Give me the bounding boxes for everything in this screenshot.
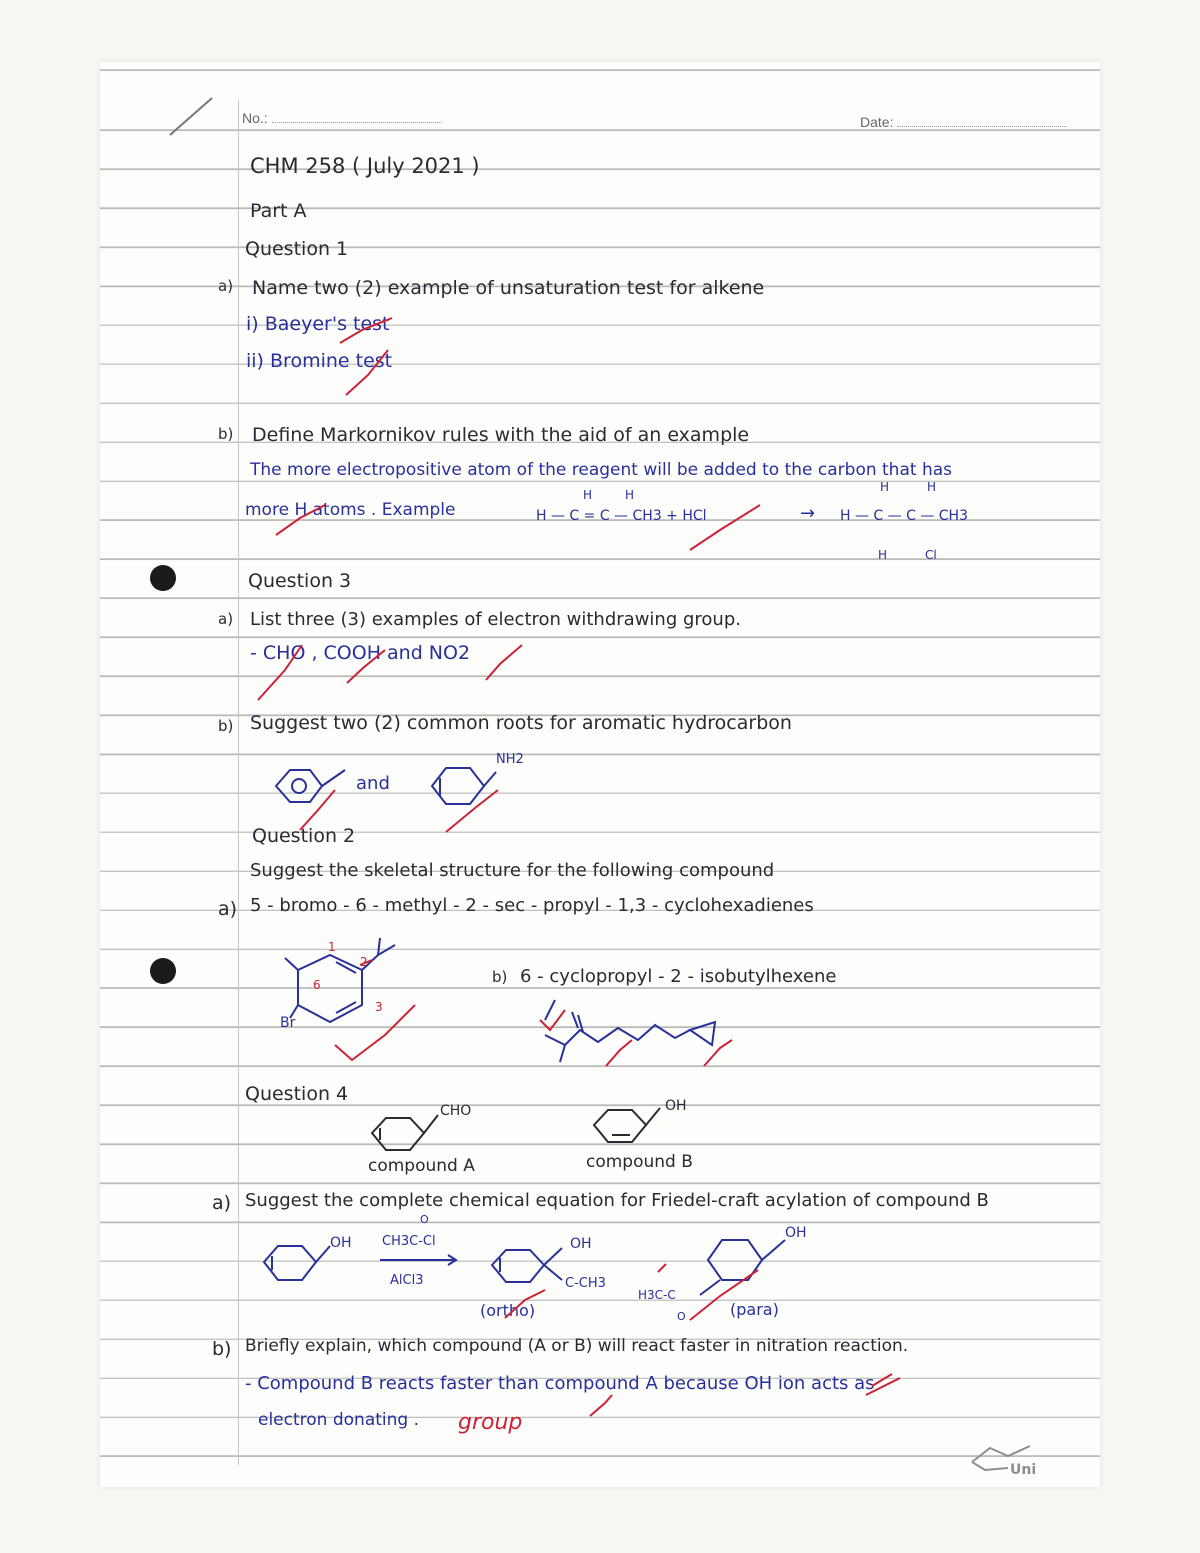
q4b-correction: group (458, 1410, 523, 1435)
pen-stroke-top (170, 98, 212, 135)
equation-h-top-3: H (880, 480, 890, 494)
q3-heading: Question 3 (248, 570, 352, 592)
equation-left: H — C = C — CH3 + HCl (536, 508, 707, 524)
q1a-answer-1: i) Baeyer's test (246, 313, 390, 335)
q2b-question: 6 - cyclopropyl - 2 - isobutylhexene (520, 966, 837, 987)
q4a-check-marks (505, 1264, 758, 1320)
q1b-question: Define Markornikov rules with the aid of an example (252, 424, 750, 446)
and-label: and (356, 773, 390, 794)
equation-h-bottom: H (878, 548, 888, 562)
ortho-oh: OH (570, 1236, 592, 1252)
equation-right: H — C — C — CH3 (840, 508, 968, 524)
q2a-marker: a) (218, 898, 238, 920)
q1-heading: Question 1 (245, 238, 349, 260)
carbon-number-1: 1 (328, 940, 336, 954)
q4b-question: Briefly explain, which compound (A or B) will react faster in nitration reaction. (245, 1336, 909, 1356)
q4-heading: Question 4 (245, 1083, 349, 1105)
compound-a-structure (372, 1115, 438, 1150)
compound-b-group: OH (665, 1098, 687, 1114)
para-label: (para) (730, 1300, 779, 1319)
q1b-answer-line2: more H atoms . Example (245, 500, 456, 520)
compound-a-label: compound A (368, 1156, 475, 1176)
date-label: Date: (860, 114, 1067, 130)
q2-intro: Suggest the skeletal structure for the following compound (250, 860, 775, 881)
no-label: No.: (242, 110, 442, 126)
q3a-check-marks (258, 645, 522, 700)
equation-cl-bottom: Cl (925, 548, 937, 562)
cyclohexadiene-structure (285, 938, 395, 1022)
q4b-correction-marks (590, 1374, 900, 1416)
carbon-number-2: 2 (360, 955, 368, 969)
q4b-answer-line2: electron donating . (258, 1410, 419, 1430)
equation-h-top-2: H (625, 488, 635, 502)
compound-b-structure (594, 1108, 660, 1142)
q1b-answer-line1: The more electropositive atom of the reagent will be added to the carbon that has (250, 460, 952, 480)
q4b-answer-line1: - Compound B reacts faster than compound A because OH ion acts as (245, 1373, 875, 1394)
q2a-question: 5 - bromo - 6 - methyl - 2 - sec - propyl - 1,3 - cyclohexadienes (250, 895, 814, 916)
q2a-check-marks (335, 960, 415, 1060)
logo-icon (972, 1446, 1030, 1470)
reagent-o: O (420, 1213, 429, 1226)
q4a-marker: a) (212, 1192, 232, 1214)
equation-h-top-1: H (583, 488, 593, 502)
q3b-check-marks (300, 790, 498, 832)
compound-a-group: CHO (440, 1103, 472, 1119)
brand-logo-text: Uni (1010, 1462, 1037, 1478)
q3a-question: List three (3) examples of electron withdrawing group. (250, 609, 741, 630)
reactant-oh: OH (330, 1235, 352, 1251)
q3b-marker: b) (218, 717, 234, 735)
q1b-marker: b) (218, 425, 234, 443)
para-o: O (677, 1310, 686, 1323)
carbon-number-3: 3 (375, 1000, 383, 1014)
q1a-question: Name two (2) example of unsaturation test for alkene (252, 277, 765, 299)
q3b-question: Suggest two (2) common roots for aromatic hydrocarbon (250, 712, 792, 734)
compound-b-label: compound B (586, 1152, 693, 1172)
para-oh: OH (785, 1225, 807, 1241)
reagent-bottom: AlCl3 (390, 1273, 424, 1288)
q1a-answer-2: ii) Bromine test (246, 350, 393, 372)
bromo-label: Br (280, 1015, 296, 1031)
toluene-structure (276, 770, 345, 802)
reagent-top: CH3C-Cl (382, 1234, 436, 1249)
para-acyl: H3C-C (638, 1288, 676, 1302)
q1a-marker: a) (218, 277, 234, 295)
ortho-label: (ortho) (480, 1301, 536, 1320)
equation-h-top-4: H (927, 480, 937, 494)
nh2-label: NH2 (496, 752, 524, 767)
q4a-question: Suggest the complete chemical equation for Friedel-craft acylation of compound B (245, 1190, 989, 1211)
cyclopropyl-hexene-structure (545, 1000, 715, 1062)
q3a-answer: - CHO , COOH and NO2 (250, 642, 471, 664)
page-title: CHM 258 ( July 2021 ) (250, 154, 480, 178)
ortho-acyl: C-CH3 (565, 1276, 606, 1291)
q1-check-marks (276, 318, 760, 550)
q2-heading: Question 2 (252, 825, 356, 847)
q2b-marker: b) (492, 968, 508, 986)
part-heading: Part A (250, 200, 307, 222)
q4b-marker: b) (212, 1338, 232, 1360)
equation-arrow: → (800, 503, 816, 524)
q3a-marker: a) (218, 610, 234, 628)
reaction-structures (264, 1240, 785, 1295)
carbon-number-6: 6 (313, 978, 321, 992)
